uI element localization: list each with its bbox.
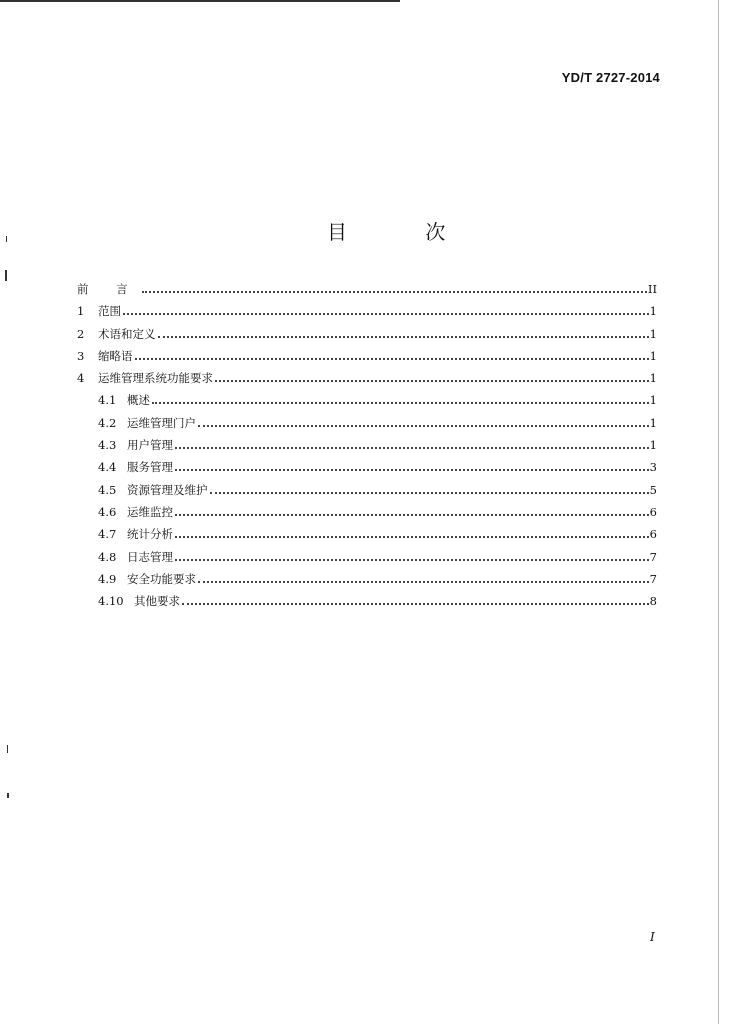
toc-entry-page: 5	[649, 482, 657, 497]
toc-entry-label: 统计分析	[127, 527, 173, 542]
toc-entry-page: 1	[649, 326, 657, 341]
toc-entry-4-8[interactable]	[77, 549, 657, 571]
toc-entry-page: 1	[649, 438, 657, 453]
toc-entry-label: 运维管理系统功能要求	[98, 371, 213, 386]
toc-leader-dots	[182, 603, 649, 605]
toc-entry-label: 术语和定义	[98, 326, 156, 341]
toc-entry-number: 1	[77, 304, 85, 319]
toc-entry-page: 3	[649, 460, 657, 475]
toc-entry-number: 4.6	[98, 504, 117, 519]
standard-number: YD/T 2727-2014	[561, 70, 660, 85]
toc-entry-page: 6	[649, 504, 657, 519]
toc-entry-number: 4.1	[98, 393, 117, 408]
scan-speck	[7, 745, 8, 753]
toc-entry-page: II	[647, 282, 657, 296]
toc-entry-number: 4.9	[98, 571, 117, 586]
toc-entry-label: 用户管理	[127, 438, 173, 453]
toc-entry-number: 3	[77, 348, 85, 363]
toc-entry-1[interactable]	[77, 303, 657, 325]
toc-entry-number: 4.7	[98, 527, 117, 542]
toc-entry-4-10[interactable]	[77, 593, 657, 615]
toc-entry-3[interactable]	[77, 348, 657, 370]
toc-leader-dots	[158, 336, 649, 338]
toc-entry-number: 4.5	[98, 482, 117, 497]
scan-right-edge-line	[718, 0, 719, 1024]
toc-entry-label: 安全功能要求	[127, 571, 196, 586]
toc-leader-dots	[152, 402, 649, 404]
toc-entry-4-5[interactable]	[77, 482, 657, 504]
toc-entry-number: 4.4	[98, 460, 117, 475]
scan-speck	[6, 236, 7, 242]
toc-entry-page: 7	[649, 571, 657, 586]
toc-entry-number: 4.2	[98, 415, 117, 430]
toc-entry-page: 6	[649, 527, 657, 542]
toc-entry-label: 运维管理门户	[127, 415, 196, 430]
table-of-contents	[77, 281, 657, 615]
toc-entry-page: 8	[649, 594, 657, 609]
toc-entry-4-3[interactable]	[77, 437, 657, 459]
toc-leader-dots	[142, 291, 647, 293]
toc-entry-4-7[interactable]	[77, 526, 657, 548]
toc-entry-number: 2	[77, 326, 85, 341]
toc-entry-label: 概述	[127, 393, 150, 408]
scan-speck	[5, 270, 7, 281]
toc-leader-dots	[175, 447, 649, 449]
toc-entry-label: 日志管理	[127, 549, 173, 564]
toc-entry-label: 前 言	[77, 282, 140, 296]
page-number: I	[650, 930, 655, 944]
toc-entry-label: 运维监控	[127, 504, 173, 519]
toc-entry-4-2[interactable]	[77, 415, 657, 437]
toc-entry-4-9[interactable]	[77, 571, 657, 593]
toc-leader-dots	[175, 536, 649, 538]
toc-entry-number: 4	[77, 371, 85, 386]
toc-leader-dots	[198, 581, 649, 583]
toc-leader-dots	[215, 380, 649, 382]
toc-leader-dots	[198, 425, 649, 427]
toc-leader-dots	[175, 514, 649, 516]
toc-entry-page: 1	[649, 393, 657, 408]
toc-leader-dots	[175, 559, 649, 561]
toc-leader-dots	[135, 358, 649, 360]
toc-entry-label: 其他要求	[134, 594, 180, 609]
toc-leader-dots	[175, 469, 649, 471]
toc-entry-number: 4.10	[98, 594, 124, 609]
toc-entry-foreword[interactable]	[77, 281, 657, 303]
toc-entry-label: 资源管理及维护	[127, 482, 208, 497]
toc-leader-dots	[123, 313, 649, 315]
toc-entry-4-4[interactable]	[77, 459, 657, 481]
toc-entry-2[interactable]	[77, 326, 657, 348]
toc-entry-label: 服务管理	[127, 460, 173, 475]
toc-entry-4[interactable]	[77, 370, 657, 392]
toc-entry-label: 缩略语	[98, 348, 133, 363]
toc-entry-page: 1	[649, 371, 657, 386]
toc-entry-number: 4.3	[98, 438, 117, 453]
toc-entry-page: 1	[649, 415, 657, 430]
toc-entry-label: 范围	[98, 304, 121, 319]
toc-entry-4-1[interactable]	[77, 392, 657, 414]
toc-entry-page: 1	[649, 348, 657, 363]
toc-entry-number: 4.8	[98, 549, 117, 564]
toc-entry-4-6[interactable]	[77, 504, 657, 526]
scan-top-edge-line	[0, 0, 400, 2]
toc-entry-page: 7	[649, 549, 657, 564]
toc-entry-page: 1	[649, 304, 657, 319]
scan-speck	[7, 793, 9, 798]
toc-leader-dots	[210, 492, 649, 494]
toc-title: 目 次	[327, 220, 482, 244]
